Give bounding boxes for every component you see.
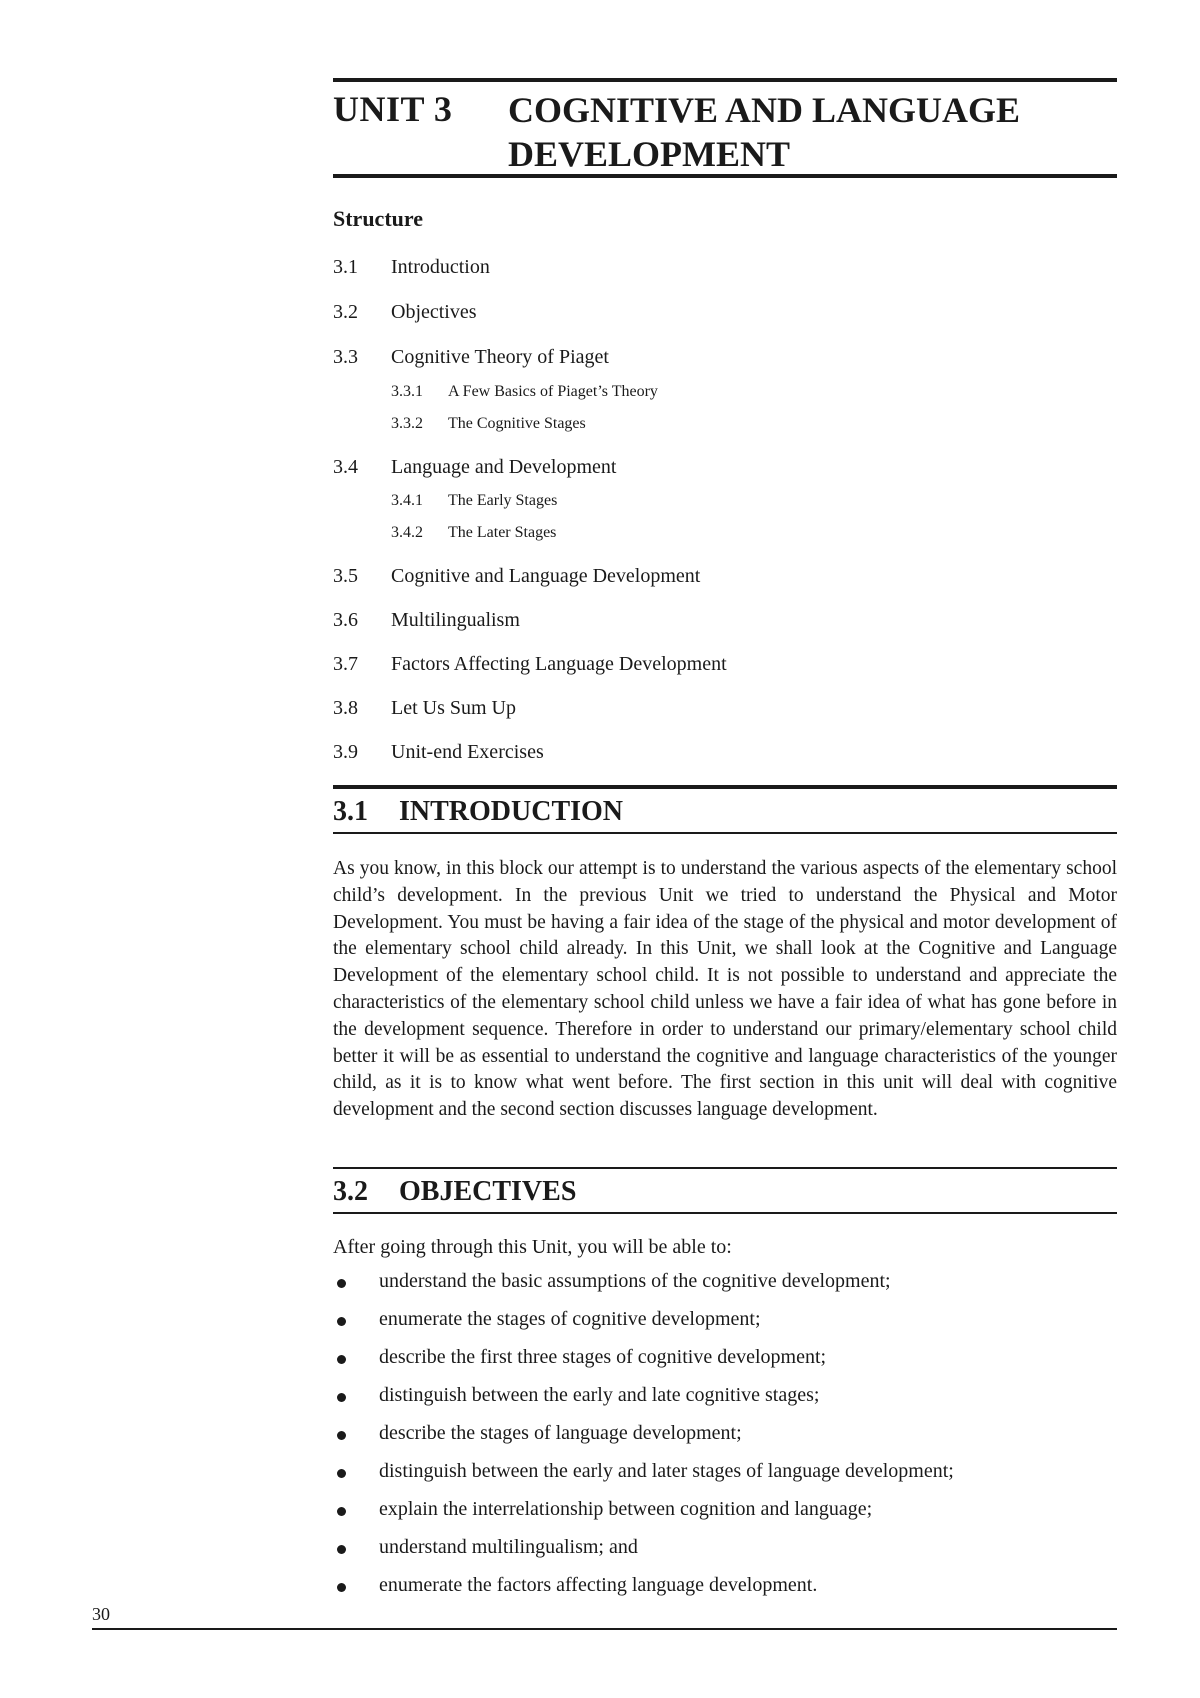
toc-number: 3.4.1	[391, 492, 423, 509]
bullet-icon	[337, 1431, 346, 1440]
toc-label: Multilingualism	[391, 609, 520, 631]
unit-title-line-2: DEVELOPMENT	[508, 134, 791, 174]
bullet-icon	[337, 1317, 346, 1326]
objective-text: distinguish between the early and later stages of language development;	[379, 1460, 954, 1482]
section-title: OBJECTIVES	[399, 1176, 577, 1207]
toc-label: Cognitive and Language Development	[391, 565, 701, 587]
unit-title	[508, 88, 1108, 176]
footer-rule	[92, 1628, 1117, 1630]
toc-number: 3.9	[333, 741, 358, 763]
toc-number: 3.8	[333, 697, 358, 719]
bullet-icon	[337, 1507, 346, 1516]
section-number: 3.1	[333, 796, 368, 827]
toc-label: The Early Stages	[448, 492, 558, 509]
toc-number: 3.3	[333, 346, 358, 368]
objectives-lead: After going through this Unit, you will be able to:	[333, 1236, 732, 1258]
intro-bottom-rule	[333, 832, 1117, 834]
objective-text: enumerate the stages of cognitive development;	[379, 1308, 761, 1330]
toc-label: Unit-end Exercises	[391, 741, 544, 763]
structure-heading: Structure	[333, 206, 424, 231]
bullet-icon	[337, 1355, 346, 1364]
toc-number: 3.4	[333, 456, 358, 478]
objectives-top-rule	[333, 1167, 1117, 1169]
section-number: 3.2	[333, 1176, 368, 1207]
objective-text: describe the stages of language development;	[379, 1422, 742, 1444]
toc-number: 3.5	[333, 565, 358, 587]
objective-text: distinguish between the early and late cognitive stages;	[379, 1384, 820, 1406]
page-number: 30	[92, 1604, 110, 1624]
introduction-paragraph: As you know, in this block our attempt is to understand the various aspects of the elementary school child’s development. In the previous Unit we tried to understand the Physical and Motor Development. You must be having a fair idea of the stage of the physical and motor development of the elementary school child already. In this Unit, we shall look at the Cognitive and Language Development of the elementary school child. It is not possible to understand and appreciate the characteristics of the elementary school child unless we have a fair idea of what has gone before in the development sequence. Therefore in order to understand our primary/elementary school child better it will be as essential to understand the cognitive and language characteristics of the younger child, as it is to know what went before. The first section in this unit will deal with cognitive development and the second section discusses language development.	[333, 858, 1117, 1121]
bullet-icon	[337, 1393, 346, 1402]
section-heading-objectives	[333, 1176, 576, 1208]
bullet-icon	[337, 1583, 346, 1592]
title-bottom-rule	[333, 174, 1117, 178]
toc-number: 3.4.2	[391, 524, 423, 541]
objective-text: describe the first three stages of cognitive development;	[379, 1346, 827, 1368]
unit-title-line-1: COGNITIVE AND LANGUAGE	[508, 90, 1021, 130]
objective-text: understand the basic assumptions of the cognitive development;	[379, 1270, 891, 1292]
bullet-icon	[337, 1279, 346, 1288]
objective-text: understand multilingualism; and	[379, 1536, 638, 1558]
toc-label: Let Us Sum Up	[391, 697, 516, 719]
unit-label: UNIT 3	[333, 89, 453, 129]
title-top-rule	[333, 78, 1117, 82]
toc-number: 3.3.2	[391, 415, 423, 432]
toc-label: The Later Stages	[448, 524, 557, 541]
toc-number: 3.2	[333, 301, 358, 323]
toc-number: 3.6	[333, 609, 358, 631]
objective-text: explain the interrelationship between cognition and language;	[379, 1498, 873, 1520]
objective-text: enumerate the factors affecting language development.	[379, 1574, 818, 1596]
toc-number: 3.3.1	[391, 383, 423, 400]
section-title: INTRODUCTION	[399, 796, 624, 827]
objectives-bottom-rule	[333, 1212, 1117, 1214]
toc-label: Factors Affecting Language Development	[391, 653, 727, 675]
toc-label: Language and Development	[391, 456, 617, 478]
section-heading-introduction	[333, 796, 623, 828]
toc-label: Cognitive Theory of Piaget	[391, 346, 609, 368]
intro-top-rule	[333, 785, 1117, 789]
bullet-icon	[337, 1469, 346, 1478]
toc-number: 3.1	[333, 256, 358, 278]
toc-label: Objectives	[391, 301, 477, 323]
bullet-icon	[337, 1545, 346, 1554]
toc-label: Introduction	[391, 256, 490, 278]
toc-label: A Few Basics of Piaget’s Theory	[448, 383, 658, 400]
toc-label: The Cognitive Stages	[448, 415, 586, 432]
toc-number: 3.7	[333, 653, 358, 675]
